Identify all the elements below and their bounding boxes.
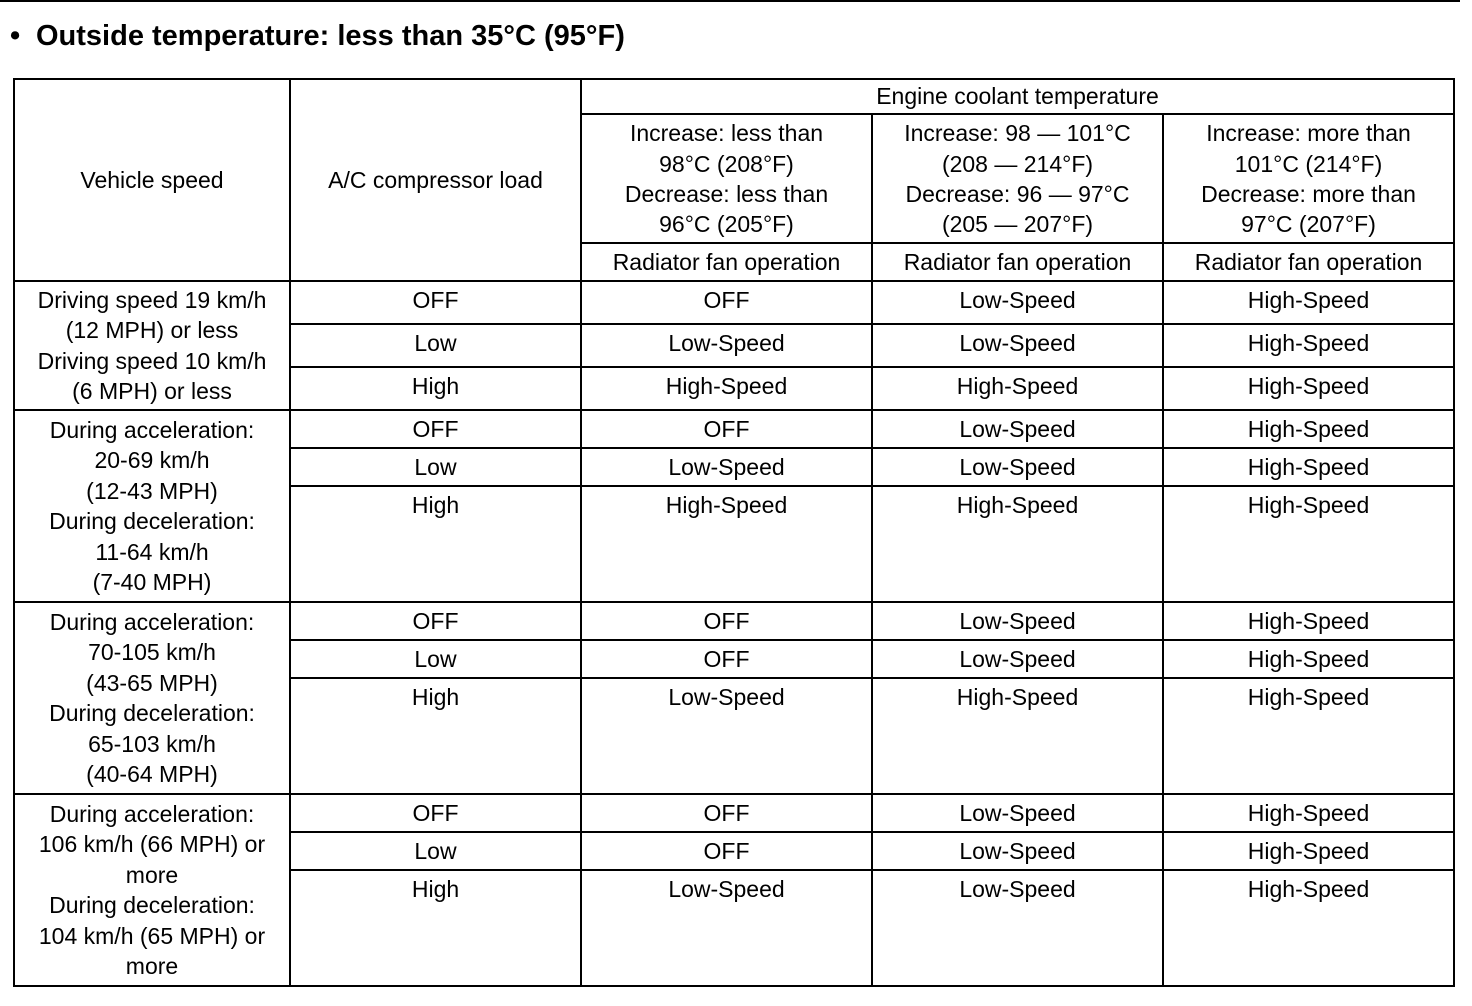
fan-operation-cell: Low-Speed bbox=[872, 281, 1163, 324]
fan-operation-cell: High-Speed bbox=[1163, 640, 1454, 678]
ac-load-cell: Low bbox=[290, 324, 581, 367]
fan-operation-cell: High-Speed bbox=[1163, 367, 1454, 410]
speed-line: (40-64 MPH) bbox=[86, 760, 218, 787]
vehicle-speed-cell bbox=[14, 602, 290, 794]
fan-operation-cell: Low-Speed bbox=[872, 410, 1163, 448]
fan-operation-cell: Low-Speed bbox=[872, 448, 1163, 486]
fan-operation-cell: OFF bbox=[581, 640, 872, 678]
ac-load-cell: High bbox=[290, 486, 581, 602]
range-line: Increase: more than bbox=[1206, 120, 1411, 147]
speed-line: During deceleration: bbox=[49, 892, 255, 919]
table-row bbox=[14, 281, 1454, 324]
fan-operation-cell: OFF bbox=[581, 410, 872, 448]
fan-operation-cell: OFF bbox=[581, 281, 872, 324]
table-row bbox=[14, 794, 1454, 832]
speed-line: (6 MPH) or less bbox=[72, 378, 232, 405]
fan-operation-cell: OFF bbox=[581, 832, 872, 870]
fan-operation-cell: High-Speed bbox=[1163, 410, 1454, 448]
fan-operation-cell: Low-Speed bbox=[872, 832, 1163, 870]
range-line: Decrease: 96 — 97°C bbox=[905, 181, 1130, 207]
speed-line: more bbox=[125, 861, 179, 888]
fan-operation-cell: High-Speed bbox=[1163, 602, 1454, 640]
fan-operation-cell: High-Speed bbox=[872, 486, 1163, 602]
range-line: 101°C (214°F) bbox=[1234, 150, 1383, 177]
fan-operation-cell: Low-Speed bbox=[872, 794, 1163, 832]
fan-operation-cell: OFF bbox=[581, 794, 872, 832]
speed-line: (12-43 MPH) bbox=[86, 477, 218, 504]
fan-operation-cell: OFF bbox=[581, 602, 872, 640]
speed-line: (7-40 MPH) bbox=[92, 568, 212, 595]
range-line: 98°C (208°F) bbox=[659, 150, 794, 177]
header-range-mid bbox=[872, 114, 1163, 243]
fan-operation-cell: High-Speed bbox=[1163, 281, 1454, 324]
heading-text: Outside temperature: less than 35°C (95°F) bbox=[36, 20, 625, 52]
fan-operation-cell: Low-Speed bbox=[872, 870, 1163, 986]
top-rule bbox=[0, 0, 1460, 2]
fan-operation-cell: High-Speed bbox=[1163, 678, 1454, 794]
ac-load-cell: High bbox=[290, 678, 581, 794]
fan-operation-cell: Low-Speed bbox=[581, 324, 872, 367]
speed-line: (12 MPH) or less bbox=[65, 317, 239, 344]
table-row bbox=[14, 410, 1454, 448]
fan-operation-cell: High-Speed bbox=[1163, 448, 1454, 486]
fan-operation-cell: Low-Speed bbox=[872, 324, 1163, 367]
speed-line: During deceleration: bbox=[49, 508, 255, 535]
header-fan-operation: Radiator fan operation bbox=[1163, 243, 1454, 281]
table-row bbox=[14, 602, 1454, 640]
ac-load-cell: High bbox=[290, 870, 581, 986]
table-body bbox=[14, 79, 1454, 986]
speed-line: Driving speed 19 km/h bbox=[37, 287, 267, 313]
fan-operation-cell: High-Speed bbox=[872, 367, 1163, 410]
speed-line: During acceleration: bbox=[49, 608, 255, 635]
range-line: 97°C (207°F) bbox=[1241, 211, 1376, 238]
range-line: Decrease: less than bbox=[624, 181, 829, 207]
speed-line: 104 km/h (65 MPH) or bbox=[38, 922, 266, 949]
range-line: Increase: 98 — 101°C bbox=[904, 120, 1131, 147]
range-line: (205 — 207°F) bbox=[941, 211, 1094, 238]
bullet-icon: • bbox=[10, 20, 21, 52]
fan-operation-cell: High-Speed bbox=[581, 367, 872, 410]
range-line: Increase: less than bbox=[629, 120, 824, 147]
fan-operation-cell: High-Speed bbox=[581, 486, 872, 602]
fan-operation-cell: Low-Speed bbox=[872, 602, 1163, 640]
radiator-fan-table bbox=[13, 78, 1455, 987]
speed-line: 106 km/h (66 MPH) or bbox=[38, 831, 266, 858]
speed-line: Driving speed 10 km/h bbox=[37, 347, 267, 374]
speed-line: more bbox=[125, 952, 179, 979]
ac-load-cell: OFF bbox=[290, 794, 581, 832]
ac-load-cell: High bbox=[290, 367, 581, 410]
header-coolant-temp: Engine coolant temperature bbox=[581, 79, 1454, 114]
fan-operation-cell: Low-Speed bbox=[581, 678, 872, 794]
vehicle-speed-cell bbox=[14, 794, 290, 986]
header-row-coolant bbox=[14, 79, 1454, 114]
ac-load-cell: Low bbox=[290, 448, 581, 486]
vehicle-speed-cell bbox=[14, 281, 290, 410]
fan-operation-cell: High-Speed bbox=[872, 678, 1163, 794]
header-ac-load: A/C compressor load bbox=[290, 79, 581, 281]
speed-line: 65-103 km/h bbox=[88, 730, 216, 757]
header-range-high bbox=[1163, 114, 1454, 243]
speed-line: 11-64 km/h bbox=[95, 538, 209, 565]
vehicle-speed-cell bbox=[14, 410, 290, 602]
speed-line: During deceleration: bbox=[49, 700, 255, 727]
section-heading bbox=[10, 18, 625, 54]
ac-load-cell: OFF bbox=[290, 602, 581, 640]
fan-operation-cell: High-Speed bbox=[1163, 870, 1454, 986]
header-vehicle-speed: Vehicle speed bbox=[14, 79, 290, 281]
speed-line: 70-105 km/h bbox=[88, 639, 216, 666]
ac-load-cell: Low bbox=[290, 832, 581, 870]
ac-load-cell: OFF bbox=[290, 281, 581, 324]
speed-line: 20-69 km/h bbox=[94, 447, 210, 474]
speed-line: During acceleration: bbox=[49, 416, 255, 443]
fan-operation-cell: High-Speed bbox=[1163, 794, 1454, 832]
fan-operation-cell: Low-Speed bbox=[581, 448, 872, 486]
range-line: (208 — 214°F) bbox=[941, 150, 1094, 177]
header-fan-operation: Radiator fan operation bbox=[581, 243, 872, 281]
ac-load-cell: Low bbox=[290, 640, 581, 678]
fan-operation-cell: High-Speed bbox=[1163, 486, 1454, 602]
range-line: 96°C (205°F) bbox=[659, 211, 794, 238]
fan-operation-cell: Low-Speed bbox=[872, 640, 1163, 678]
fan-operation-cell: Low-Speed bbox=[581, 870, 872, 986]
speed-line: (43-65 MPH) bbox=[86, 669, 218, 696]
ac-load-cell: OFF bbox=[290, 410, 581, 448]
header-fan-operation: Radiator fan operation bbox=[872, 243, 1163, 281]
speed-line: During acceleration: bbox=[49, 800, 255, 827]
fan-operation-cell: High-Speed bbox=[1163, 324, 1454, 367]
header-range-low bbox=[581, 114, 872, 243]
fan-operation-cell: High-Speed bbox=[1163, 832, 1454, 870]
range-line: Decrease: more than bbox=[1201, 181, 1416, 207]
